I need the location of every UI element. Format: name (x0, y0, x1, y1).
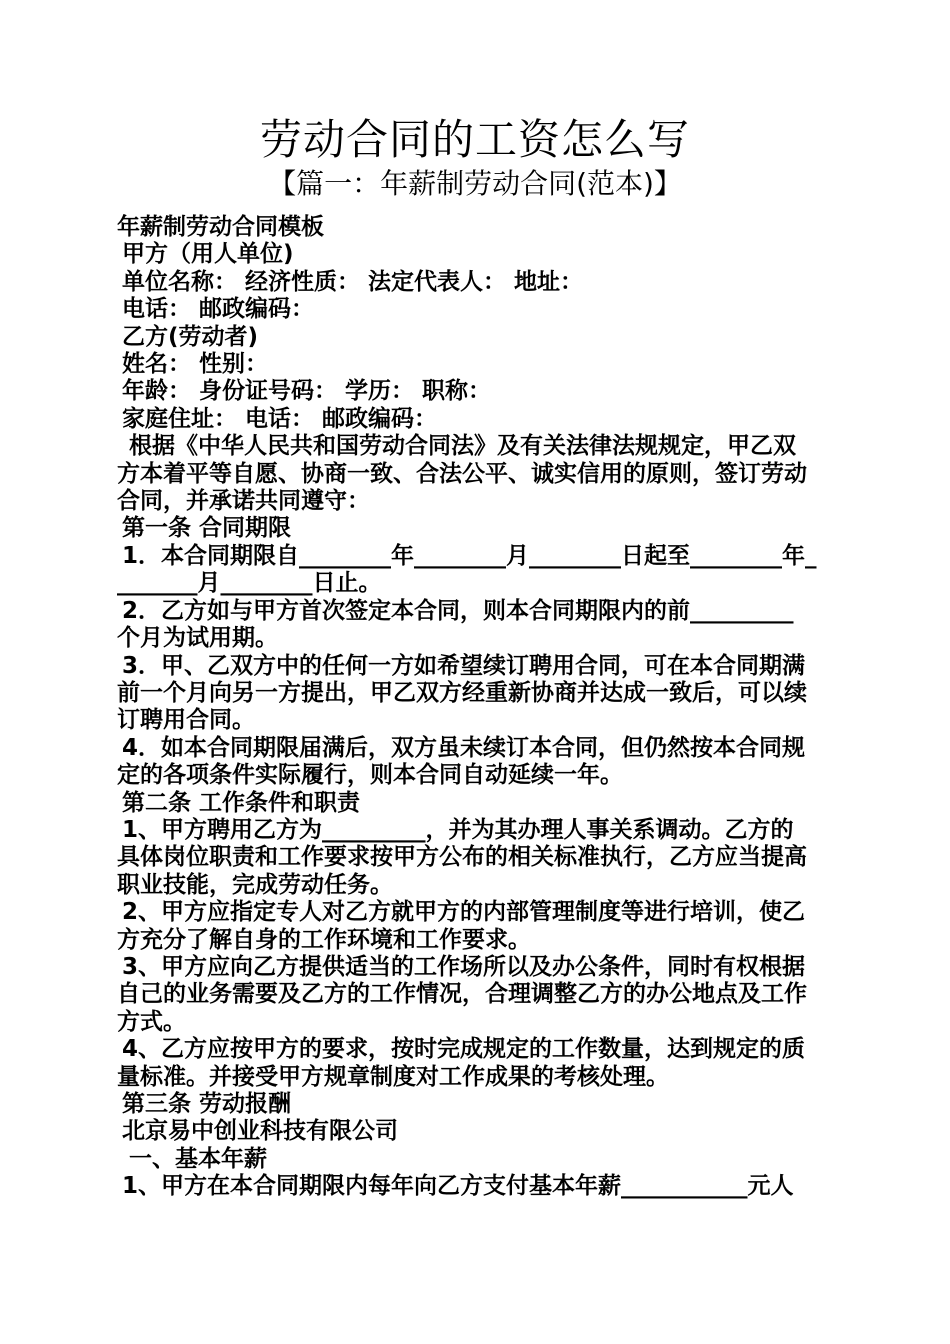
body-line: 甲方（用人单位) (122, 241, 294, 268)
body-line: 4、乙方应按甲方的要求，按时完成规定的工作数量，达到规定的质 (122, 1036, 806, 1063)
body-line: 方充分了解自身的工作环境和工作要求。 (117, 926, 531, 953)
body-line: 1、甲方在本合同期限内每年向乙方支付基本年薪___________元人 (122, 1173, 794, 1200)
body-line: 姓名： 性别： (122, 351, 269, 378)
body-line: 1．本合同期限自________年________月________日起至________年_ (122, 542, 817, 569)
body-line: 1、甲方聘用乙方为_________，并为其办理人事关系调动。乙方的 (122, 816, 794, 843)
body-line: 定的各项条件实际履行，则本合同自动延续一年。 (117, 762, 623, 789)
body-line: 职业技能，完成劳动任务。 (117, 871, 393, 898)
body-line: 具体岗位职责和工作要求按甲方公布的相关标准执行，乙方应当提高 (117, 844, 807, 871)
body-line: 订聘用合同。 (117, 707, 255, 734)
body-line: 合同，并承诺共同遵守： (117, 488, 370, 515)
body-line: 年龄： 身份证号码： 学历： 职称： (122, 378, 492, 405)
body-line: 3．甲、乙双方中的任何一方如希望续订聘用合同，可在本合同期满 (122, 652, 806, 679)
body-line: 电话： 邮政编码： (122, 296, 315, 323)
section-heading: 第一条 合同期限 (122, 515, 292, 542)
section-heading: 第三条 劳动报酬 (122, 1091, 292, 1117)
body-line: 量标准。并接受甲方规章制度对工作成果的考核处理。 (117, 1063, 669, 1090)
body-line: 3、甲方应向乙方提供适当的工作场所以及办公条件，同时有权根据 (122, 953, 806, 980)
body-line: 个月为试用期。 (117, 625, 278, 652)
body-line: 单位名称： 经济性质： 法定代表人： 地址： (122, 268, 584, 295)
body-line: 4．如本合同期限届满后，双方虽未续订本合同，但仍然按本合同规 (122, 734, 806, 761)
body-line: 自己的业务需要及乙方的工作情况，合理调整乙方的办公地点及工作 (117, 981, 807, 1008)
subsection-heading: 一、基本年薪 (129, 1145, 267, 1172)
body-line: 前一个月向另一方提出，甲乙双方经重新协商并达成一致后，可以续 (117, 679, 807, 706)
body-line: 北京易中创业科技有限公司 (122, 1118, 398, 1145)
body-line: 年薪制劳动合同模板 (117, 214, 324, 240)
body-line: 乙方(劳动者) (122, 323, 259, 350)
body-line: 方式。 (117, 1008, 186, 1035)
body-line: 2．乙方如与甲方首次签定本合同，则本合同期限内的前_________ (122, 597, 794, 624)
document-title: 劳动合同的工资怎么写 (259, 115, 690, 164)
body-line: 根据《中华人民共和国劳动合同法》及有关法律法规规定，甲乙双 (129, 433, 796, 460)
body-line: 2、甲方应指定专人对乙方就甲方的内部管理制度等进行培训，使乙 (122, 899, 806, 926)
body-line: 方本着平等自愿、协商一致、合法公平、诚实信用的原则，签订劳动 (117, 460, 807, 487)
section-heading: 第二条 工作条件和职责 (122, 789, 361, 816)
body-line: 家庭住址： 电话： 邮政编码： (122, 405, 438, 432)
body-line: _______月________日止。 (117, 570, 382, 597)
document-body (117, 214, 837, 1201)
document-subtitle: 【篇一：年薪制劳动合同(范本)】 (268, 167, 682, 200)
